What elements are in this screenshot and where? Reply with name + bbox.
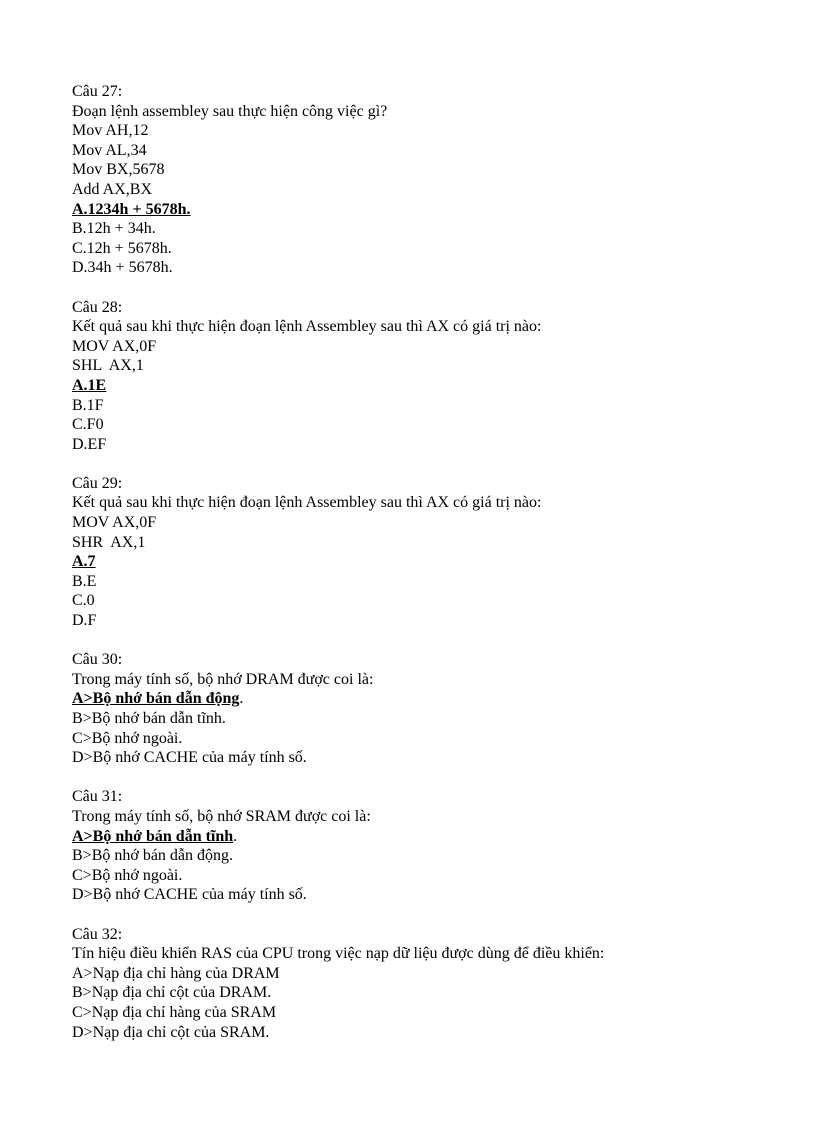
answer-text: B>Nạp địa chỉ cột của DRAM. [72, 984, 272, 1002]
answer-option [72, 591, 772, 611]
answer-option [72, 709, 772, 729]
answer-option [72, 983, 772, 1003]
question-block [72, 474, 772, 631]
answer-suffix: . [239, 690, 244, 708]
answer-option-correct [72, 376, 772, 396]
answer-text: A.1E [72, 376, 107, 394]
code-line: SHL AX,1 [72, 357, 144, 375]
question-prompt: Trong máy tính số, bộ nhớ SRAM được coi là: [72, 807, 371, 825]
question-block [72, 787, 772, 905]
answer-option [72, 846, 772, 866]
question-block [72, 650, 772, 768]
answer-text: A.1234h + 5678h. [72, 200, 191, 218]
question-title: Câu 31: [72, 788, 123, 806]
code-line: Mov AL,34 [72, 141, 147, 159]
code-line: Add AX,BX [72, 180, 153, 198]
answer-option [72, 866, 772, 886]
code-line: MOV AX,0F [72, 337, 157, 355]
answer-option-correct [72, 689, 772, 709]
answer-option [72, 219, 772, 239]
answer-option-correct [72, 827, 772, 847]
question-prompt: Trong máy tính số, bộ nhớ DRAM được coi là: [72, 670, 374, 688]
question-prompt: Tín hiệu điều khiển RAS của CPU trong việc nạp dữ liệu được dùng để điều khiển: [72, 945, 605, 963]
code-line: MOV AX,0F [72, 514, 157, 532]
answer-text: A>Nạp địa chỉ hàng của DRAM [72, 964, 280, 982]
answer-text: D.F [72, 612, 97, 630]
answer-text: B>Bộ nhớ bán dẫn tĩnh. [72, 710, 226, 727]
question-block [72, 82, 772, 278]
answer-text: A>Bộ nhớ bán dẫn động [72, 690, 240, 708]
answer-text: C>Nạp địa chỉ hàng của SRAM [72, 1003, 277, 1021]
answer-option-correct [72, 200, 772, 220]
answer-text: C.12h + 5678h. [72, 239, 172, 257]
answer-option [72, 1003, 772, 1023]
question-prompt: Đoạn lệnh assembley sau thực hiện công việc gì? [72, 102, 388, 120]
question-title: Câu 29: [72, 474, 123, 492]
question-block [72, 298, 772, 455]
answer-option [72, 396, 772, 416]
answer-option [72, 729, 772, 749]
answer-option [72, 748, 772, 768]
answer-text: C.F0 [72, 416, 104, 434]
answer-text: C.0 [72, 592, 95, 610]
answer-text: B.12h + 34h. [72, 220, 156, 238]
code-line: Mov BX,5678 [72, 161, 165, 179]
answer-text: A.7 [72, 553, 96, 571]
answer-option [72, 964, 772, 984]
answer-text: B>Bộ nhớ bán dẫn động. [72, 847, 234, 865]
answer-text: B.1F [72, 396, 104, 414]
answer-option [72, 415, 772, 435]
answer-suffix: . [233, 827, 238, 845]
code-line: Mov AH,12 [72, 122, 149, 140]
question-title: Câu 27: [72, 83, 123, 100]
answer-option [72, 1023, 772, 1043]
answer-text: D>Bộ nhớ CACHE của máy tính số. [72, 886, 307, 904]
answer-text: B.E [72, 572, 97, 590]
question-prompt: Kết quả sau khi thực hiện đoạn lệnh Assembley sau thì AX có giá trị nào: [72, 318, 542, 336]
answer-option [72, 885, 772, 905]
answer-text: A>Bộ nhớ bán dẫn tĩnh [72, 827, 234, 845]
question-title: Câu 32: [72, 925, 123, 943]
answer-text: C>Bộ nhớ ngoài. [72, 729, 183, 747]
answer-option [72, 258, 772, 278]
answer-option [72, 435, 772, 455]
answer-text: C>Bộ nhớ ngoài. [72, 866, 183, 884]
code-line: SHR AX,1 [72, 533, 146, 551]
answer-option-correct [72, 552, 772, 572]
answer-text: D.EF [72, 435, 107, 453]
question-title: Câu 28: [72, 298, 123, 316]
question-block [72, 925, 772, 1043]
answer-text: D.34h + 5678h. [72, 259, 173, 277]
question-title: Câu 30: [72, 651, 123, 669]
answer-option [72, 239, 772, 259]
answer-text: D>Nạp địa chỉ cột của SRAM. [72, 1023, 270, 1041]
document-page [72, 82, 772, 1042]
question-prompt: Kết quả sau khi thực hiện đoạn lệnh Assembley sau thì AX có giá trị nào: [72, 494, 542, 512]
answer-text: D>Bộ nhớ CACHE của máy tính số. [72, 749, 307, 767]
answer-option [72, 572, 772, 592]
answer-option [72, 611, 772, 631]
